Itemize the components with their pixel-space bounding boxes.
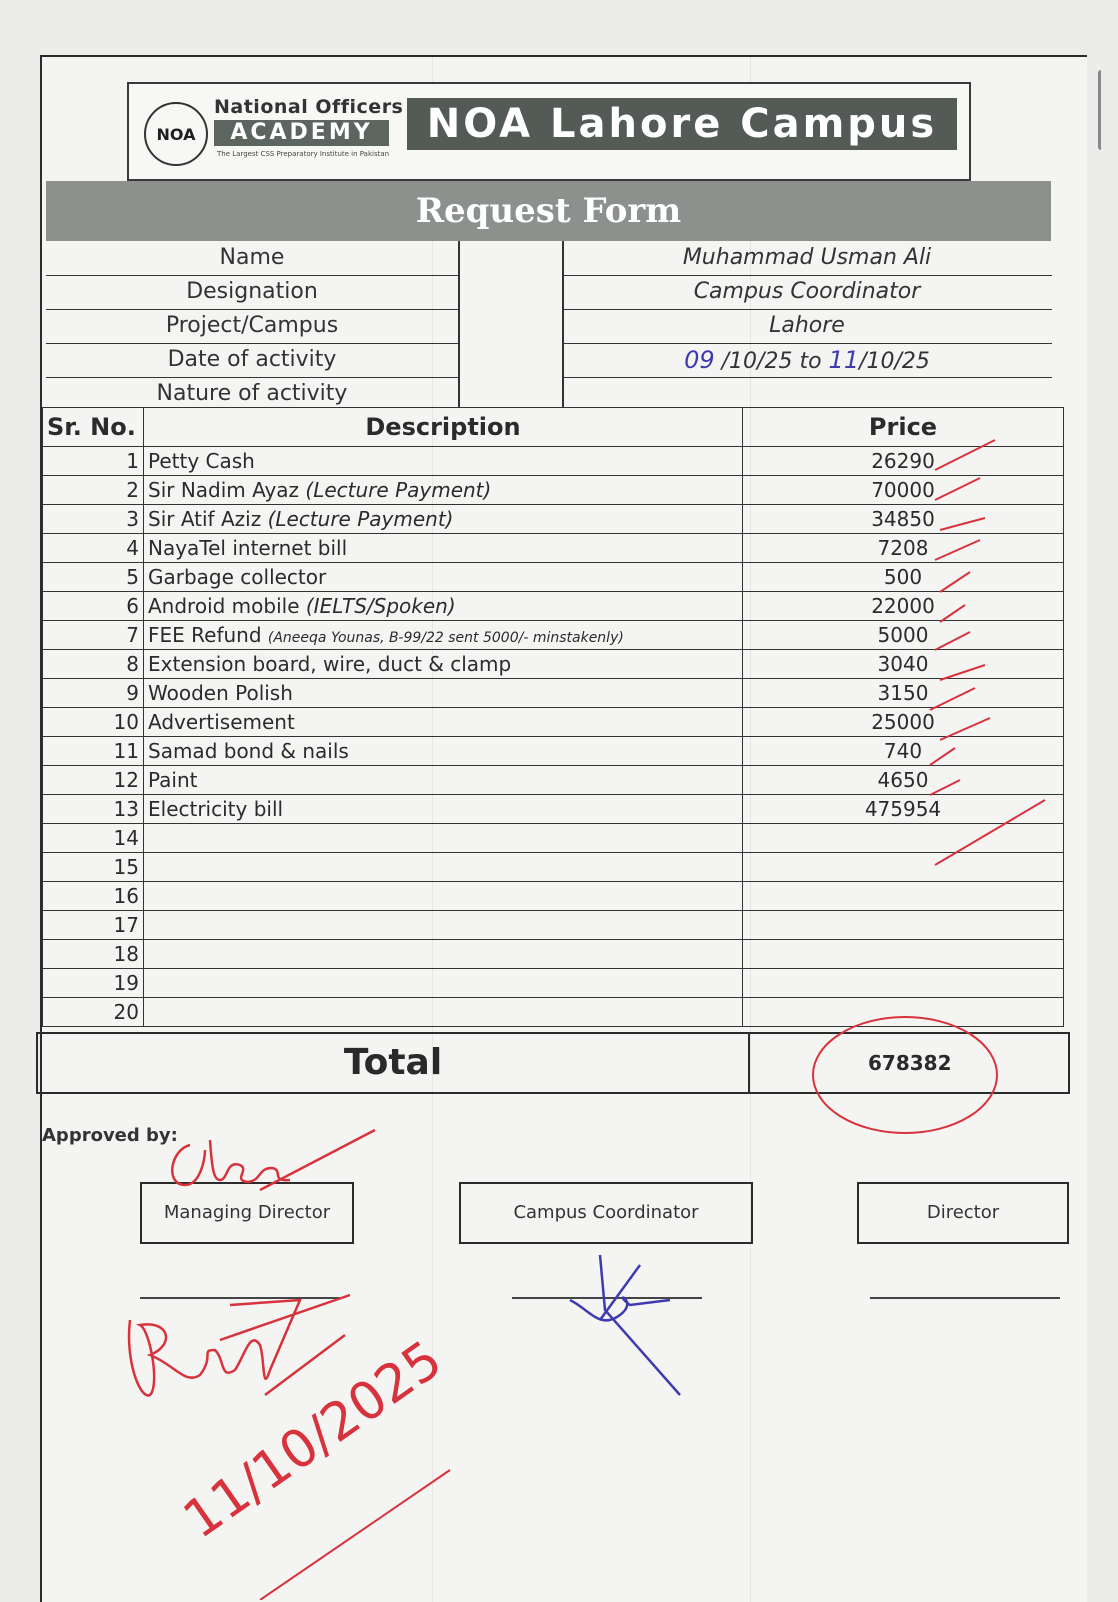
table-row (43, 882, 1064, 911)
table-row (43, 795, 1064, 824)
table-row (43, 534, 1064, 563)
row-sr-no: 7 (43, 621, 144, 650)
row-sr-no: 13 (43, 795, 144, 824)
header-sr-no: Sr. No. (43, 408, 144, 447)
row-description-text: Wooden Polish (148, 681, 293, 705)
sig-box-managing-director: Managing Director (140, 1182, 354, 1244)
row-price: 70000 (743, 476, 1064, 505)
field-label-project: Project/Campus (46, 309, 458, 344)
items-table (42, 407, 1064, 1027)
row-description-note: (IELTS/Spoken) (305, 594, 456, 618)
row-description (144, 911, 743, 940)
brand-academy: ACADEMY (214, 120, 389, 146)
table-header-row (43, 408, 1064, 447)
row-sr-no: 18 (43, 940, 144, 969)
row-description-text: Android mobile (148, 594, 300, 618)
field-label-designation: Designation (46, 275, 458, 310)
signature-line (140, 1297, 340, 1299)
brand-name: National Officers (214, 96, 404, 118)
row-sr-no: 9 (43, 679, 144, 708)
row-description-text: Garbage collector (148, 565, 327, 589)
row-sr-no: 4 (43, 534, 144, 563)
row-description (144, 621, 743, 650)
row-price: 22000 (743, 592, 1064, 621)
row-sr-no: 10 (43, 708, 144, 737)
row-description (144, 853, 743, 882)
row-description (144, 766, 743, 795)
row-sr-no: 3 (43, 505, 144, 534)
table-row (43, 998, 1064, 1027)
row-description (144, 824, 743, 853)
row-description (144, 882, 743, 911)
row-price: 34850 (743, 505, 1064, 534)
field-label-date: Date of activity (46, 343, 458, 378)
row-sr-no: 5 (43, 563, 144, 592)
row-sr-no: 11 (43, 737, 144, 766)
row-description-text: Petty Cash (148, 449, 255, 473)
row-description-note: (Lecture Payment) (267, 507, 454, 531)
handwritten-date-icon: 11/10/2025 (173, 1329, 453, 1551)
row-description (144, 534, 743, 563)
field-value-name: Muhammad Usman Ali (562, 241, 1052, 276)
row-sr-no: 19 (43, 969, 144, 998)
row-sr-no: 14 (43, 824, 144, 853)
row-price (743, 911, 1064, 940)
header-description: Description (144, 408, 743, 447)
signature-line (512, 1297, 702, 1299)
row-price: 3150 (743, 679, 1064, 708)
row-price (743, 940, 1064, 969)
table-row (43, 592, 1064, 621)
campus-banner: NOA Lahore Campus (407, 98, 957, 150)
row-price: 26290 (743, 447, 1064, 476)
row-description-text: Samad bond & nails (148, 739, 349, 763)
letterhead (127, 82, 971, 181)
row-description (144, 563, 743, 592)
handwritten-start-day: 09 (684, 346, 715, 374)
row-sr-no: 16 (43, 882, 144, 911)
signature-line (870, 1297, 1060, 1299)
request-form-sheet (40, 55, 1087, 1602)
row-description-text: Electricity bill (148, 797, 284, 821)
row-description (144, 998, 743, 1027)
table-row (43, 940, 1064, 969)
total-row (36, 1032, 1070, 1094)
row-sr-no: 12 (43, 766, 144, 795)
row-sr-no: 2 (43, 476, 144, 505)
field-value-date: 09 /10/25 to 11/10/25 (562, 343, 1052, 378)
row-description-text: NayaTel internet bill (148, 536, 348, 560)
row-description (144, 592, 743, 621)
field-value-nature (562, 377, 1052, 411)
row-price: 4650 (743, 766, 1064, 795)
row-sr-no: 20 (43, 998, 144, 1027)
table-row (43, 969, 1064, 998)
header-price: Price (743, 408, 1064, 447)
table-row (43, 708, 1064, 737)
table-row (43, 737, 1064, 766)
approved-by-label: Approved by: (42, 1125, 178, 1146)
brand-tagline: The Largest CSS Preparatory Institute in Pakistan (217, 150, 390, 158)
form-title: Request Form (46, 181, 1051, 241)
row-sr-no: 8 (43, 650, 144, 679)
row-price: 500 (743, 563, 1064, 592)
row-description (144, 940, 743, 969)
row-price: 5000 (743, 621, 1064, 650)
row-description-subnote: (Aneeqa Younas, B-99/22 sent 5000/- minstakenly) (267, 630, 624, 646)
field-value-project: Lahore (562, 309, 1052, 344)
row-description (144, 505, 743, 534)
table-row (43, 853, 1064, 882)
row-description-text: Sir Atif Aziz (148, 507, 262, 531)
row-description-note: (Lecture Payment) (305, 478, 492, 502)
field-value-designation: Campus Coordinator (562, 275, 1052, 310)
row-price: 740 (743, 737, 1064, 766)
row-price: 3040 (743, 650, 1064, 679)
table-row (43, 650, 1064, 679)
table-row (43, 563, 1064, 592)
row-description (144, 969, 743, 998)
table-row (43, 476, 1064, 505)
table-row (43, 621, 1064, 650)
sig-box-director: Director (857, 1182, 1069, 1244)
field-label-nature: Nature of activity (156, 381, 348, 406)
paper-edge (1098, 70, 1107, 150)
row-sr-no: 17 (43, 911, 144, 940)
row-price (743, 882, 1064, 911)
row-price (743, 853, 1064, 882)
total-label: Total (38, 1034, 750, 1092)
divider (458, 241, 460, 407)
row-description-text: Extension board, wire, duct & clamp (148, 652, 512, 676)
divider (850, 1034, 852, 1092)
row-sr-no: 6 (43, 592, 144, 621)
table-row (43, 824, 1064, 853)
handwritten-end-day: 11 (828, 346, 860, 374)
row-price: 25000 (743, 708, 1064, 737)
row-description-text: Advertisement (148, 710, 295, 734)
row-description-text: Paint (148, 768, 198, 792)
row-description (144, 679, 743, 708)
row-description (144, 737, 743, 766)
field-label-name: Name (46, 241, 458, 276)
row-description (144, 650, 743, 679)
table-row (43, 505, 1064, 534)
row-description (144, 476, 743, 505)
table-row (43, 766, 1064, 795)
row-sr-no: 1 (43, 447, 144, 476)
table-row (43, 911, 1064, 940)
row-price: 7208 (743, 534, 1064, 563)
row-description (144, 795, 743, 824)
table-row (43, 679, 1064, 708)
row-price (743, 998, 1064, 1027)
row-sr-no: 15 (43, 853, 144, 882)
row-price (743, 969, 1064, 998)
row-description (144, 708, 743, 737)
sig-box-campus-coordinator: Campus Coordinator (459, 1182, 753, 1244)
row-price (743, 824, 1064, 853)
row-description (144, 447, 743, 476)
table-row (43, 447, 1064, 476)
row-description-text: Sir Nadim Ayaz (148, 478, 300, 502)
total-value: 678382 (868, 1051, 952, 1075)
row-description-text: FEE Refund (148, 623, 262, 647)
row-price: 475954 (743, 795, 1064, 824)
noa-seal-logo: NOA (144, 102, 208, 166)
